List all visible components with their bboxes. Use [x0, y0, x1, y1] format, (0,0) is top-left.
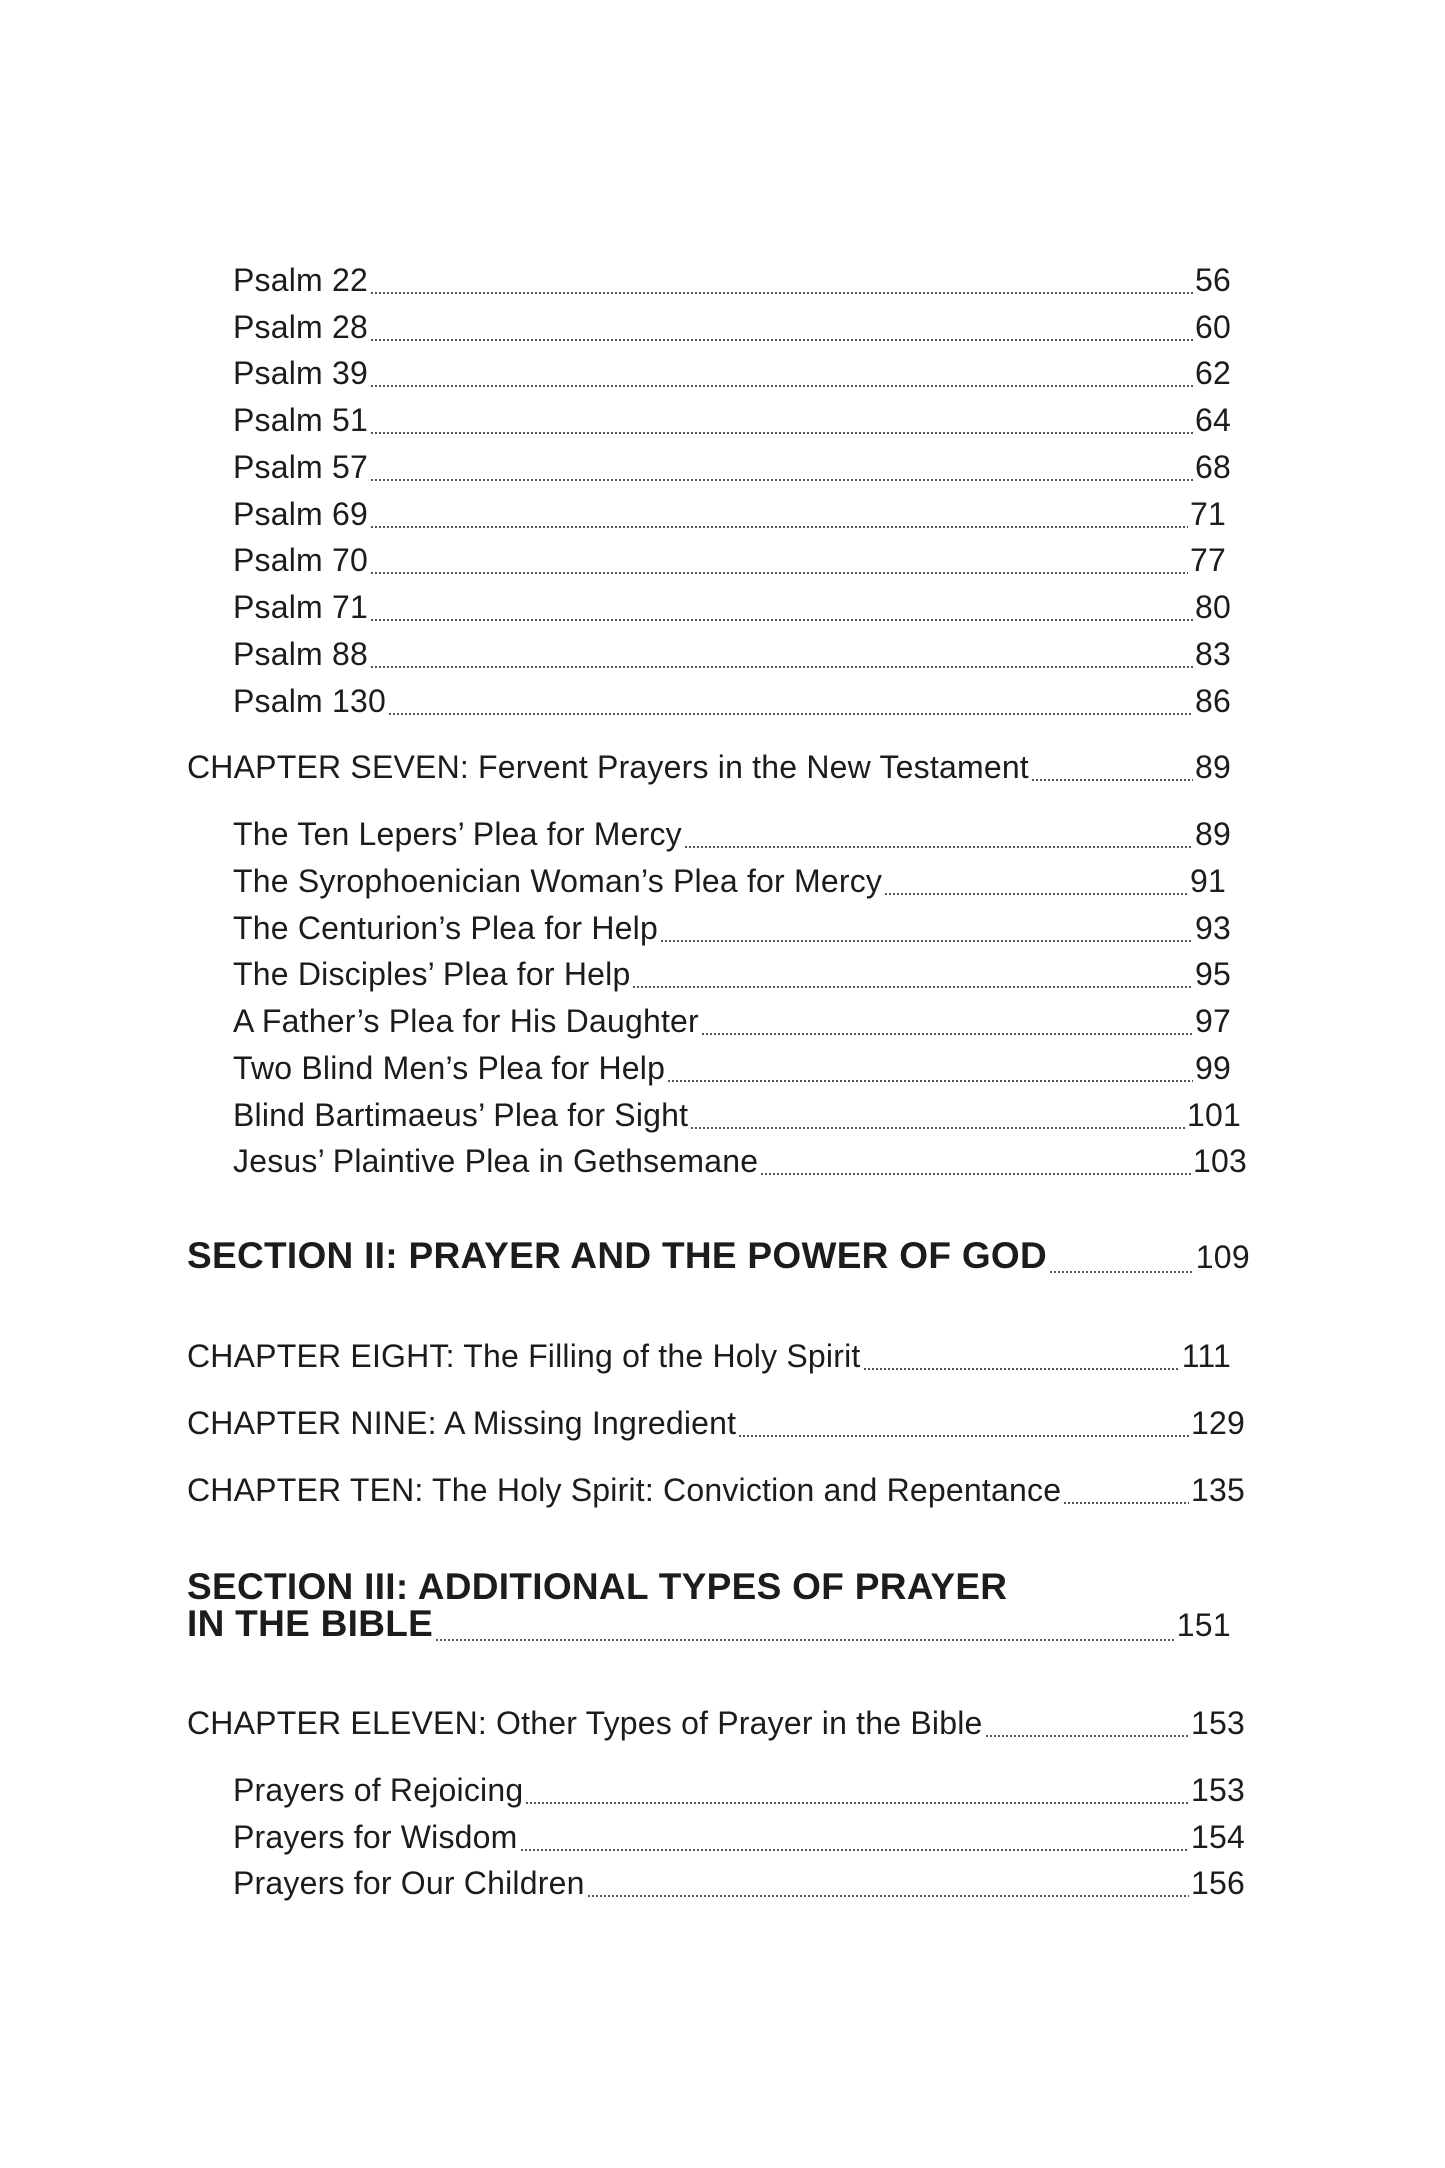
- entry-page: 56: [1195, 262, 1231, 298]
- entry-title: A Father’s Plea for His Daughter: [233, 1003, 699, 1039]
- toc-entry-psalm-130: [233, 683, 1231, 723]
- entry-title: Prayers for Our Children: [233, 1865, 585, 1901]
- chapter-page: 135: [1191, 1472, 1245, 1508]
- entry-page: 68: [1195, 449, 1231, 485]
- toc-chapter-ten: [187, 1472, 1245, 1512]
- entry-page: 60: [1195, 309, 1231, 345]
- entry-page: 97: [1195, 1003, 1231, 1039]
- dot-leader: [667, 1080, 1193, 1082]
- entry-title: Psalm 130: [233, 683, 386, 719]
- entry-title: Psalm 71: [233, 589, 368, 625]
- chapter-page: 153: [1191, 1705, 1245, 1741]
- chapter-title: CHAPTER ELEVEN: Other Types of Prayer in the Bible: [187, 1705, 983, 1741]
- entry-page: 156: [1191, 1865, 1245, 1901]
- toc-entry-psalm-22: [233, 262, 1231, 302]
- toc-entry-psalm-88: [233, 636, 1231, 676]
- toc-entry-wisdom: [233, 1819, 1245, 1859]
- entry-title: Prayers of Rejoicing: [233, 1772, 524, 1808]
- dot-leader: [760, 1173, 1191, 1175]
- toc-chapter-eleven: [187, 1705, 1245, 1745]
- toc-section-three-title-line1: SECTION III: ADDITIONAL TYPES OF PRAYER: [187, 1566, 1008, 1607]
- entry-title: Psalm 39: [233, 355, 368, 391]
- chapter-title: CHAPTER SEVEN: Fervent Prayers in the New Testament: [187, 749, 1029, 785]
- toc-entry-blind-bartimaeus: [233, 1097, 1241, 1137]
- dot-leader: [370, 292, 1193, 294]
- entry-title: Psalm 88: [233, 636, 368, 672]
- dot-leader: [370, 385, 1193, 387]
- toc-entry-psalm-69: [233, 496, 1226, 536]
- entry-title: The Syrophoenician Woman’s Plea for Mercy: [233, 863, 883, 899]
- toc-entry-disciples: [233, 956, 1231, 996]
- entry-title: Two Blind Men’s Plea for Help: [233, 1050, 666, 1086]
- dot-leader: [370, 479, 1193, 481]
- dot-leader: [660, 940, 1193, 942]
- entry-title: The Centurion’s Plea for Help: [233, 910, 658, 946]
- toc-entry-psalm-57: [233, 449, 1231, 489]
- dot-leader: [520, 1849, 1189, 1851]
- toc-entry-our-children: [233, 1865, 1245, 1905]
- chapter-page: 89: [1195, 749, 1231, 785]
- chapter-page: 129: [1191, 1405, 1245, 1441]
- section-title: IN THE BIBLE: [187, 1603, 434, 1644]
- entry-title: The Disciples’ Plea for Help: [233, 956, 631, 992]
- entry-page: 64: [1195, 402, 1231, 438]
- dot-leader: [1049, 1271, 1194, 1273]
- dot-leader: [370, 619, 1193, 621]
- entry-page: 77: [1190, 542, 1226, 578]
- entry-title: Blind Bartimaeus’ Plea for Sight: [233, 1097, 689, 1133]
- section-title: SECTION II: PRAYER AND THE POWER OF GOD: [187, 1235, 1048, 1276]
- dot-leader: [701, 1033, 1193, 1035]
- toc-entry-father-daughter: [233, 1003, 1231, 1043]
- toc-entry-ten-lepers: [233, 816, 1231, 856]
- chapter-title: CHAPTER EIGHT: The Filling of the Holy Spirit: [187, 1338, 861, 1374]
- dot-leader: [738, 1435, 1189, 1437]
- entry-page: 89: [1195, 816, 1231, 852]
- entry-title: Psalm 70: [233, 542, 368, 578]
- dot-leader: [632, 986, 1193, 988]
- dot-leader: [370, 339, 1193, 341]
- dot-leader: [370, 526, 1188, 528]
- entry-page: 101: [1187, 1097, 1241, 1133]
- toc-section-two: [187, 1235, 1250, 1281]
- dot-leader: [587, 1895, 1189, 1897]
- toc-entry-psalm-51: [233, 402, 1231, 442]
- toc-entry-psalm-70: [233, 542, 1226, 582]
- entry-page: 154: [1191, 1819, 1245, 1855]
- dot-leader: [370, 432, 1193, 434]
- toc-entry-rejoicing: [233, 1772, 1245, 1812]
- entry-page: 91: [1190, 863, 1226, 899]
- dot-leader: [525, 1802, 1189, 1804]
- dot-leader: [684, 846, 1193, 848]
- section-page: 109: [1195, 1239, 1250, 1275]
- dot-leader: [863, 1368, 1180, 1370]
- dot-leader: [1063, 1502, 1189, 1504]
- entry-page: 99: [1195, 1050, 1231, 1086]
- chapter-title: CHAPTER TEN: The Holy Spirit: Conviction and Repentance: [187, 1472, 1062, 1508]
- entry-title: The Ten Lepers’ Plea for Mercy: [233, 816, 682, 852]
- toc-entry-psalm-39: [233, 355, 1231, 395]
- dot-leader: [690, 1127, 1185, 1129]
- toc-entry-psalm-71: [233, 589, 1231, 629]
- entry-title: Prayers for Wisdom: [233, 1819, 518, 1855]
- chapter-title: CHAPTER NINE: A Missing Ingredient: [187, 1405, 737, 1441]
- dot-leader: [1031, 779, 1193, 781]
- dot-leader: [884, 893, 1188, 895]
- entry-page: 95: [1195, 956, 1231, 992]
- entry-page: 93: [1195, 910, 1231, 946]
- toc-chapter-seven: [187, 749, 1231, 789]
- entry-page: 86: [1195, 683, 1231, 719]
- entry-page: 62: [1195, 355, 1231, 391]
- dot-leader: [985, 1735, 1189, 1737]
- toc-chapter-eight: [187, 1338, 1231, 1378]
- toc-chapter-nine: [187, 1405, 1245, 1445]
- entry-page: 103: [1193, 1143, 1247, 1179]
- entry-title: Psalm 28: [233, 309, 368, 345]
- entry-title: Psalm 51: [233, 402, 368, 438]
- entry-title: Psalm 57: [233, 449, 368, 485]
- chapter-page: 111: [1181, 1338, 1231, 1374]
- entry-title: Psalm 69: [233, 496, 368, 532]
- toc-entry-centurion: [233, 910, 1231, 950]
- entry-page: 71: [1190, 496, 1226, 532]
- toc-entry-psalm-28: [233, 309, 1231, 349]
- entry-title: Psalm 22: [233, 262, 368, 298]
- toc-entry-two-blind-men: [233, 1050, 1231, 1090]
- entry-title: Jesus’ Plaintive Plea in Gethsemane: [233, 1143, 759, 1179]
- toc-section-three: [187, 1603, 1231, 1649]
- dot-leader: [370, 666, 1193, 668]
- entry-page: 153: [1191, 1772, 1245, 1808]
- section-page: 151: [1176, 1607, 1231, 1643]
- toc-entry-syrophoenician-woman: [233, 863, 1226, 903]
- entry-page: 80: [1195, 589, 1231, 625]
- dot-leader: [370, 572, 1188, 574]
- dot-leader: [388, 713, 1193, 715]
- toc-entry-gethsemane: [233, 1143, 1247, 1183]
- entry-page: 83: [1195, 636, 1231, 672]
- dot-leader: [435, 1639, 1175, 1641]
